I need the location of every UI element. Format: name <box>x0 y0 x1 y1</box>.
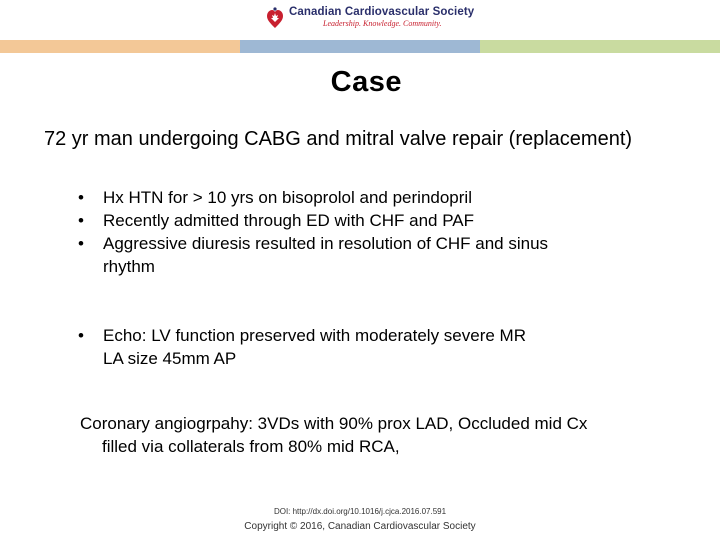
org-name: Canadian Cardiovascular Society <box>289 6 475 18</box>
bullet-text: Recently admitted through ED with CHF and PAF <box>103 211 475 230</box>
case-intro: 72 yr man undergoing CABG and mitral valve repair (replacement) <box>44 128 633 150</box>
copyright-notice: Copyright © 2016, Canadian Cardiovascular Society <box>244 521 476 532</box>
bullet-item <box>78 232 678 278</box>
coronary-angiography-text <box>80 412 700 458</box>
heart-maple-leaf-icon <box>266 7 284 29</box>
slide-title: Case <box>330 66 402 98</box>
doi-link[interactable]: DOI: http://dx.doi.org/10.1016/j.cjca.2016.07.591 <box>273 507 447 516</box>
bullet-text-continued: rhythm <box>103 257 155 276</box>
band-blue <box>240 40 480 53</box>
coronary-line-continued: filled via collaterals from 80% mid RCA, <box>102 437 400 456</box>
bullet-item <box>78 186 678 209</box>
bullet-text-continued: LA size 45mm AP <box>103 349 237 368</box>
case-bullet-list <box>78 186 678 370</box>
header-color-bands <box>0 40 720 53</box>
org-tagline: Leadership. Knowledge. Community. <box>323 19 442 28</box>
bullet-text: Aggressive diuresis resulted in resolution of CHF and sinus <box>103 234 549 253</box>
ccs-logo <box>266 6 474 34</box>
coronary-line: Coronary angiogrpahy: 3VDs with 90% prox LAD, Occluded mid Cx <box>80 414 588 433</box>
band-green <box>480 40 720 53</box>
band-orange <box>0 40 240 53</box>
bullet-text: Echo: LV function preserved with moderately severe MR <box>103 326 526 345</box>
bullet-item <box>78 324 678 370</box>
bullet-text: Hx HTN for > 10 yrs on bisoprolol and perindopril <box>103 188 472 207</box>
bullet-item <box>78 209 678 232</box>
